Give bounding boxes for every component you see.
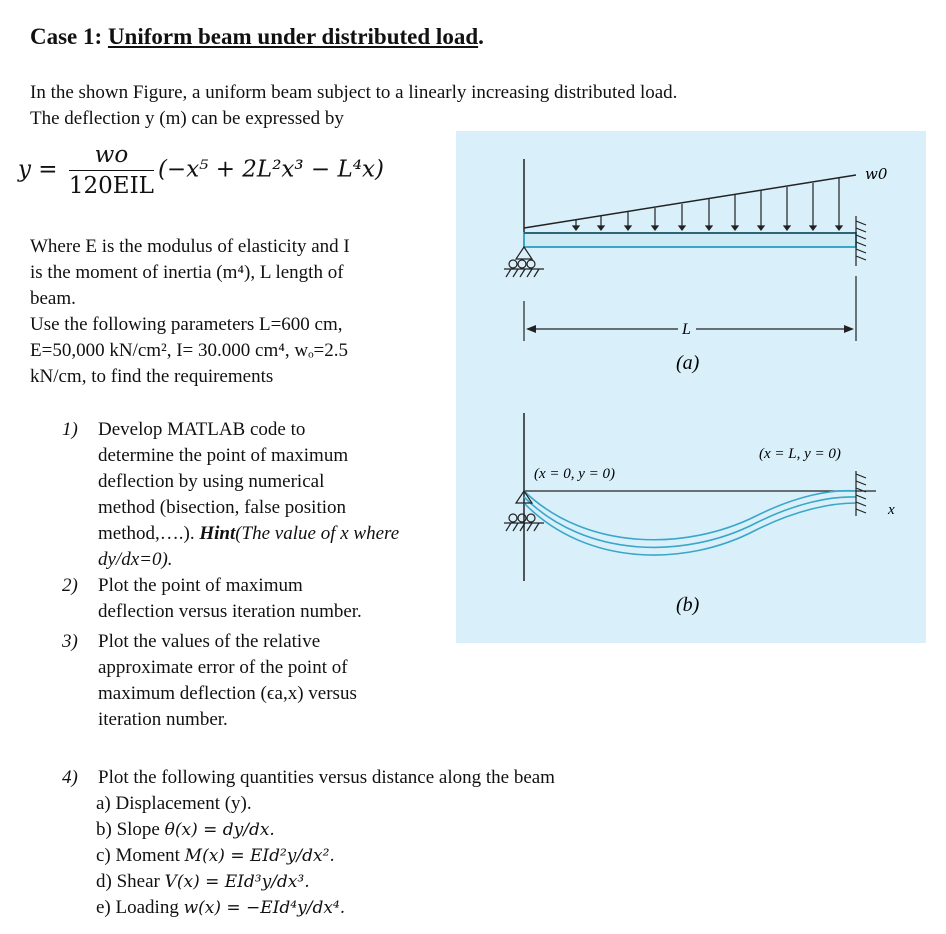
- where-line-2: is the moment of inertia (m⁴), L length of: [30, 262, 344, 283]
- where-line-1: Where E is the modulus of elasticity and I: [30, 236, 350, 257]
- hint-label: Hint: [199, 523, 236, 544]
- requirement-line: iteration number.: [98, 709, 228, 730]
- pin-support-a: [504, 247, 544, 277]
- quantity-text: Displacement (y).: [115, 793, 252, 814]
- requirement-line: approximate error of the point of: [98, 657, 348, 678]
- quantity-item: [96, 791, 700, 817]
- dim-arrow-left: [526, 325, 536, 333]
- quantity-text: Slope: [116, 819, 160, 840]
- requirement-line: method (bisection, false position: [98, 497, 347, 518]
- equation-numerator: wo: [69, 142, 154, 171]
- requirement-3: [60, 629, 425, 733]
- quantity-text: Shear: [116, 871, 160, 892]
- requirement-line: deflection versus iteration number.: [98, 601, 362, 622]
- quantities-list: [60, 791, 700, 921]
- load-line: [524, 175, 856, 228]
- length-label: L: [682, 321, 691, 338]
- dim-arrow-right: [844, 325, 854, 333]
- quantity-label: a): [96, 793, 111, 814]
- quantity-label: d): [96, 871, 112, 892]
- hint-text: (The value of x where dy/dx=0).: [98, 523, 400, 570]
- equation-denominator: 120EIL: [68, 173, 154, 199]
- requirement-line: Develop MATLAB code to: [98, 419, 306, 440]
- load-label: w0: [865, 165, 888, 183]
- equation-lhs: y =: [18, 156, 58, 183]
- requirement-2: [60, 573, 425, 625]
- quantity-text: Loading: [115, 897, 179, 918]
- requirements-list: [60, 417, 425, 733]
- quantity-math: M(x) = EId²y/dx².: [184, 846, 335, 866]
- intro-line-1: In the shown Figure, a uniform beam subject to a linearly increasing distributed load.: [30, 82, 678, 103]
- quantity-math: w(x) = −EId⁴y/dx⁴.: [183, 898, 346, 918]
- requirement-text: method,….).: [98, 523, 200, 544]
- quantity-item: [96, 895, 700, 921]
- bc-right-label: (x = L, y = 0): [759, 446, 841, 462]
- quantity-label: e): [96, 897, 111, 918]
- x-axis-label: x: [888, 502, 895, 518]
- requirement-1-number: 1): [62, 419, 78, 440]
- load-arrows: [573, 178, 842, 230]
- deflected-beam: [524, 491, 856, 555]
- quantity-text: Moment: [115, 845, 180, 866]
- parameters-paragraph: [30, 234, 450, 390]
- beam-diagram: [456, 131, 926, 643]
- quantity-item: [96, 869, 700, 895]
- quantity-item: [96, 817, 700, 843]
- equation-fraction: [69, 142, 154, 199]
- quantity-math: θ(x) = dy/dx.: [164, 820, 275, 840]
- where-line-4: Use the following parameters L=600 cm,: [30, 314, 343, 335]
- page-title: [30, 24, 484, 50]
- requirement-line: [98, 521, 425, 573]
- beam-figure: [456, 131, 926, 643]
- beam-a: [524, 233, 856, 247]
- requirement-4-header: [60, 765, 700, 791]
- quantity-item: [96, 843, 700, 869]
- requirement-4-number: 4): [62, 767, 78, 788]
- requirement-4-text: Plot the following quantities versus distance along the beam: [98, 767, 555, 788]
- requirement-line: maximum deflection (ϵa,x) versus: [98, 683, 357, 704]
- intro-paragraph: [30, 80, 677, 132]
- quantity-math: V(x) = EId³y/dx³.: [164, 872, 310, 892]
- requirement-line: deflection by using numerical: [98, 471, 325, 492]
- where-line-6: kN/cm, to find the requirements: [30, 366, 274, 387]
- quantity-label: c): [96, 845, 111, 866]
- title-underlined: Uniform beam under distributed load: [107, 24, 479, 49]
- fixed-support-b: [856, 471, 866, 516]
- deflection-equation: [18, 142, 384, 199]
- requirement-1: [60, 417, 425, 573]
- title-prefix: Case 1:: [30, 24, 108, 49]
- requirement-4: [60, 765, 700, 921]
- bc-left-label: (x = 0, y = 0): [534, 466, 616, 482]
- title-suffix: .: [478, 24, 484, 49]
- requirement-line: Plot the point of maximum: [98, 575, 303, 596]
- requirement-3-number: 3): [62, 631, 78, 652]
- where-line-5: E=50,000 kN/cm², I= 30.000 cm⁴, wₒ=2.5: [30, 340, 349, 361]
- requirement-2-number: 2): [62, 575, 78, 596]
- requirement-line: Plot the values of the relative: [98, 631, 321, 652]
- equation-rhs: (−x⁵ + 2L²x³ − L⁴x): [157, 156, 384, 183]
- caption-a: (a): [676, 352, 700, 374]
- intro-line-2: The deflection y (m) can be expressed by: [30, 108, 344, 129]
- caption-b: (b): [676, 594, 700, 616]
- requirement-line: determine the point of maximum: [98, 445, 349, 466]
- fixed-support-a: [856, 216, 866, 266]
- where-line-3: beam.: [30, 288, 76, 309]
- quantity-label: b): [96, 819, 112, 840]
